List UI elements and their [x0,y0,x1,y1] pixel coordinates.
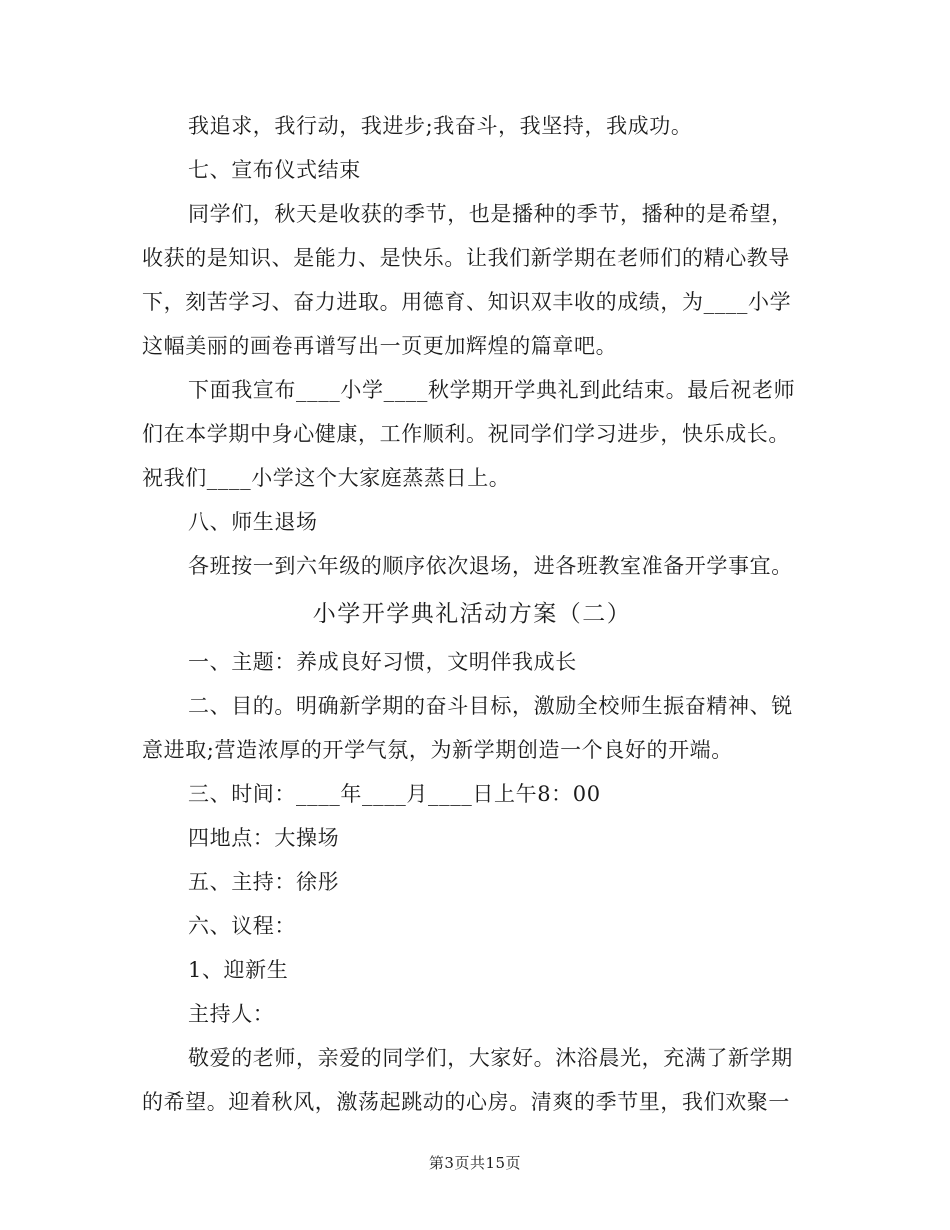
paragraph-line: 意进取;营造浓厚的开学气氛，为新学期创造一个良好的开端。 [142,738,733,762]
section-heading: 八、师生退场 [188,510,318,534]
paragraph-line: 们在本学期中身心健康，工作顺利。祝同学们学习进步，快乐成长。 [142,422,790,446]
page-number-footer: 第3页共15页 [428,1154,522,1172]
paragraph-line: 收获的是知识、是能力、是快乐。让我们新学期在老师们的精心教导 [142,246,790,270]
paragraph-line: 的希望。迎着秋风，激荡起跳动的心房。清爽的季节里，我们欢聚一 [142,1090,790,1114]
document-title: 小学开学典礼活动方案（二） [312,601,632,627]
paragraph-line: 这幅美丽的画卷再谱写出一页更加辉煌的篇章吧。 [142,334,618,358]
paragraph-line: 主持人： [188,1002,275,1026]
paragraph-line: 六、议程： [188,914,296,938]
paragraph-line: 四地点：大操场 [188,826,340,850]
paragraph-line: 1、迎新生 [188,958,289,982]
paragraph-line: 二、目的。明确新学期的奋斗目标，激励全校师生振奋精神、锐 [188,694,793,718]
page-body [142,104,802,1124]
paragraph-line: 下，刻苦学习、奋力进取。用德育、知识双丰收的成绩，为____小学 [142,290,792,314]
paragraph-line: 各班按一到六年级的顺序依次退场，进各班教室准备开学事宜。 [188,554,793,578]
paragraph-line: 祝我们____小学这个大家庭蒸蒸日上。 [142,466,511,490]
paragraph-line: 一、主题：养成良好习惯，文明伴我成长 [188,650,577,674]
paragraph-line: 我追求，我行动，我进步;我奋斗，我坚持，我成功。 [188,114,693,138]
section-heading: 七、宣布仪式结束 [188,158,361,182]
paragraph-line: 下面我宣布____小学____秋学期开学典礼到此结束。最后祝老师 [188,378,796,402]
paragraph-line: 同学们，秋天是收获的季节，也是播种的季节，播种的是希望， [188,202,793,226]
paragraph-line: 三、时间：____年____月____日上午8：00 [188,782,601,806]
paragraph-line: 五、主持：徐彤 [188,870,340,894]
paragraph-line: 敬爱的老师，亲爱的同学们，大家好。沐浴晨光，充满了新学期 [188,1046,793,1070]
